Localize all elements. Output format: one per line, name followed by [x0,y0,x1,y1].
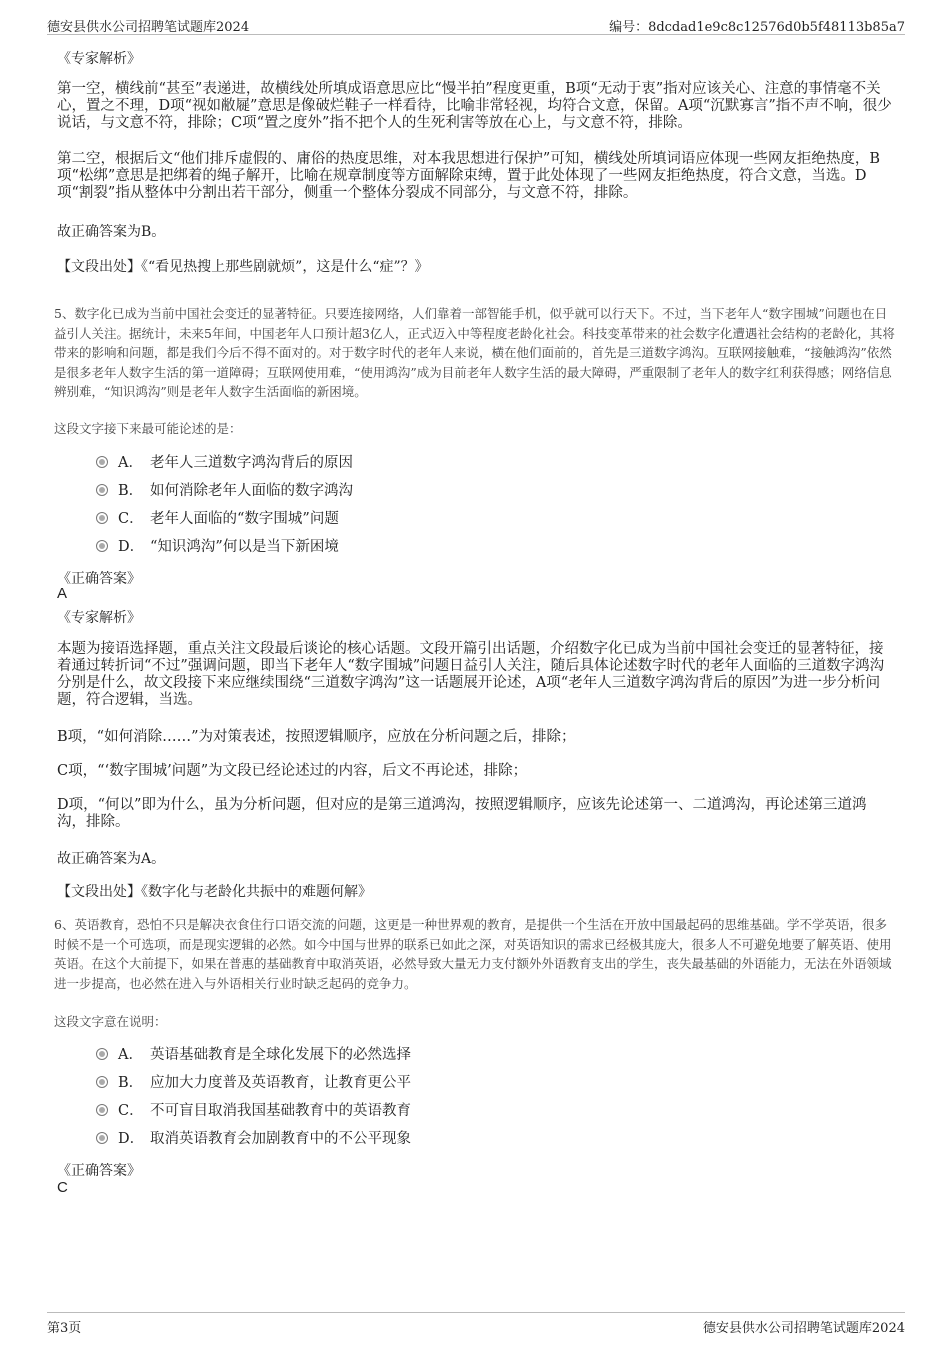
footer-title: 德安县供水公司招聘笔试题库2024 [702,1321,905,1336]
page-footer [47,1312,905,1335]
q5-option-b[interactable]: B． 如何消除老年人面临的数字鸿沟 [96,481,353,501]
radio-icon[interactable] [96,1076,108,1088]
q5-analysis-p4: D项，“何以”即为什么，虽为分析问题，但对应的是第三道鸿沟，按照逻辑顺序，应该先论述第一、二道鸿沟，再论述第三道鸿沟，排除。 [57,797,867,830]
q4-conclusion: 故正确答案为B。 [57,224,166,240]
q4-source: 【文段出处】《“看见热搜上那些剧就烦”，这是什么“症”？》 [57,259,429,275]
q4-analysis-label: 《专家解析》 [57,51,141,67]
q5-analysis-p3: C项，“‘数字围城’问题”为文段已经论述过的内容，后文不再论述，排除； [57,763,528,779]
q4-analysis-para1: 第一空，横线前“甚至”表递进，故横线处所填成语意思应比“慢半拍”程度更重，B项“无动于衷”指对应该关心、注意的事情毫不关心，置之不理，D项“视如敝屣”意思是像破烂鞋子一样看待，比喻非常轻视，均符合文意，保留。A项“沉默寡言”指不声不响，很少说话，与文意不符，排除；C项“置之度外”指不把个人的生死利害等放在心上，与文意不符，排除。 [57,81,892,131]
radio-icon[interactable] [96,512,108,524]
q5-source: 【文段出处】《数字化与老龄化共振中的难题何解》 [57,884,372,900]
q6-answer: C [57,1179,68,1196]
q5-option-d[interactable]: D． “知识鸿沟”何以是当下新困境 [96,537,339,557]
q5-analysis-p2: B项，“如何消除……”为对策表述，按照逻辑顺序，应放在分析问题之后，排除； [57,729,576,745]
header-title: 德安县供水公司招聘笔试题库2024 [47,20,250,35]
q5-answer: A [57,585,68,602]
radio-icon[interactable] [96,484,108,496]
q5-option-a[interactable]: A． 老年人三道数字鸿沟背后的原因 [96,453,353,473]
radio-icon[interactable] [96,456,108,468]
q4-analysis-para2: 第二空，根据后文“他们排斥虚假的、庸俗的热度思维，对本我思想进行保护”可知，横线处所填词语应体现一些网友拒绝热度，B项“松绑”意思是把绑着的绳子解开，比喻在规章制度等方面解除束缚，置于此处体现了一些网友拒绝热度，符合文意，当选。D项“割裂”指从整体中分割出若干部分，侧重一个整体分裂成不同部分，与文意不符，排除。 [57,151,880,201]
radio-icon[interactable] [96,1132,108,1144]
q6-answer-label: 《正确答案》 [57,1163,141,1179]
q6-option-a[interactable]: A． 英语基础教育是全球化发展下的必然选择 [96,1045,411,1065]
q6-option-c[interactable]: C． 不可盲目取消我国基础教育中的英语教育 [96,1101,411,1121]
q6-option-b[interactable]: B． 应加大力度普及英语教育，让教育更公平 [96,1073,411,1093]
q5-option-c[interactable]: C． 老年人面临的“数字围城”问题 [96,509,339,529]
q6-text: 6、英语教育，恐怕不只是解决衣食住行口语交流的问题，这更是一种世界观的教育，是提供一个生活在开放中国最起码的思维基础。学不学英语，很多时候不是一个可选项，而是现实逻辑的必然。如今中国与世界的联系已如此之深，对英语知识的需求已经极其庞大，很多人不可避免地要了解英语、使用英语。在这个大前提下，如果在普惠的基础教育中取消英语，必然导致大量无力支付额外外语教育支出的学生，丧失最基础的外语能力，无法在外语领域进一步提高，也必然在进入与外语相关行业时缺乏起码的竞争力。 [54,917,892,991]
q5-analysis-label: 《专家解析》 [57,610,141,626]
page-number: 第3页 [47,1321,82,1336]
q5-analysis-p1: 本题为接语选择题，重点关注文段最后谈论的核心话题。文段开篇引出话题，介绍数字化已成为当前中国社会变迁的显著特征，接着通过转折词“不过”强调问题，即当下老年人“数字围城”问题日益引人关注，随后具体论述数字时代的老年人面临的三道数字鸿沟分别是什么，故文段接下来应继续围绕“三道数字鸿沟”这一话题展开论述，A项“老年人三道数字鸿沟背后的原因”为进一步分析问题，符合逻辑，当选。 [57,641,885,708]
page-header [47,14,905,35]
q5-text: 5、数字化已成为当前中国社会变迁的显著特征。只要连接网络，人们靠着一部智能手机，似乎就可以行天下。不过，当下老年人“数字围城”问题也在日益引人关注。据统计，未来5年间，中国老年人口预计超3亿人，正式迈入中等程度老龄化社会。科技变革带来的社会数字化遭遇社会结构的老龄化，其将带来的影响和问题，都是我们今后不得不面对的。对于数字时代的老年人来说，横在他们面前的，首先是三道数字鸿沟。互联网接触难，“接触鸿沟”依然是很多老年人数字生活的第一道障碍；互联网使用难，“使用鸿沟”成为目前老年人数字生活的最大障碍，严重限制了老年人的数字红利获得感；网络信息辨别难，“知识鸿沟”则是老年人数字生活面临的新困境。 [54,306,895,399]
q5-prompt: 这段文字接下来最可能论述的是： [54,421,242,436]
radio-icon[interactable] [96,1048,108,1060]
q6-prompt: 这段文字意在说明： [54,1014,167,1029]
header-doc-id: 编号：8dcdad1e9c8c12576d0b5f48113b85a7 [609,20,905,35]
q5-answer-label: 《正确答案》 [57,571,141,587]
q5-conclusion: 故正确答案为A。 [57,851,166,867]
q6-option-d[interactable]: D． 取消英语教育会加剧教育中的不公平现象 [96,1129,411,1149]
radio-icon[interactable] [96,1104,108,1116]
radio-icon[interactable] [96,540,108,552]
